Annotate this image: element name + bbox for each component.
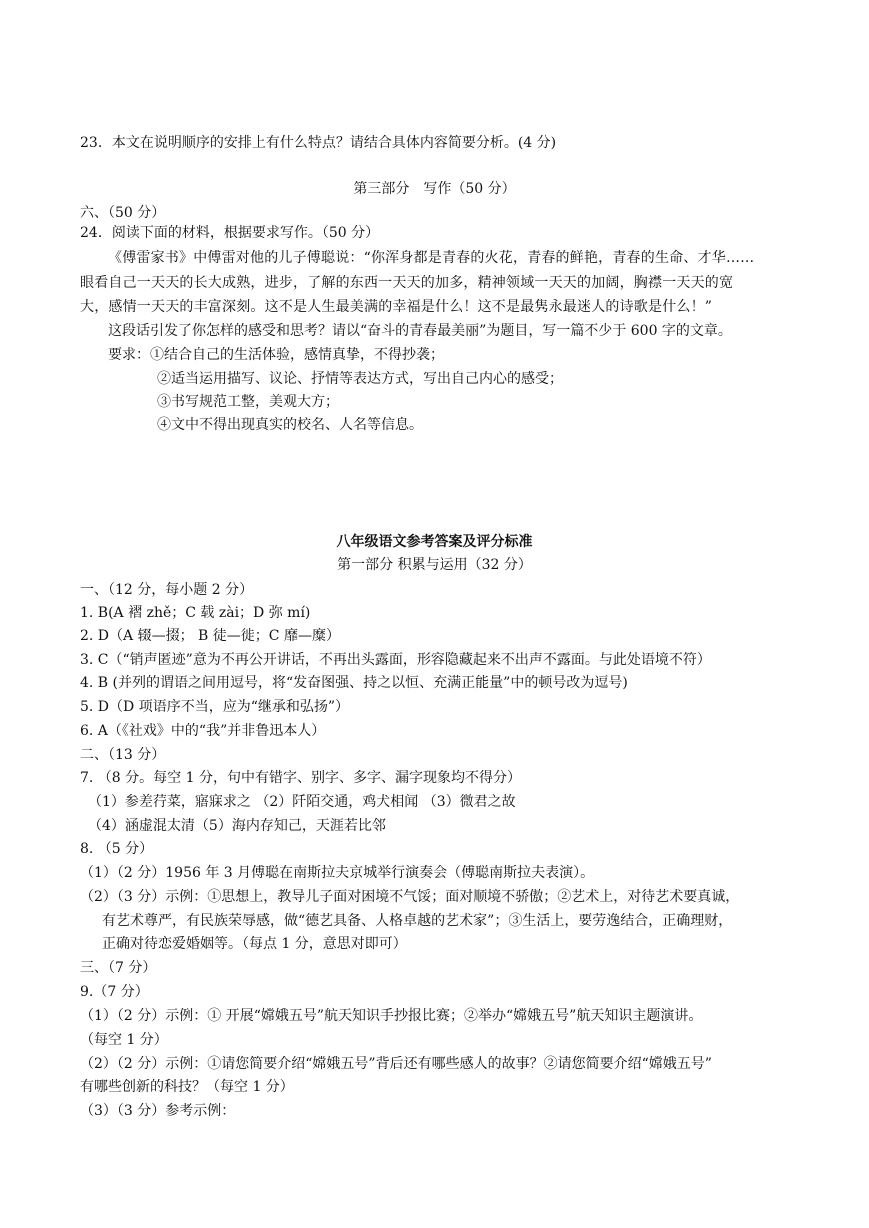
requirement-2: ②适当运用描写、议论、抒情等表达方式，写出自己内心的感受；: [157, 371, 563, 387]
section-6-heading: 六、（50 分）: [80, 205, 166, 221]
answer-8: 8. （5 分）: [80, 841, 154, 857]
answer-7-line-2: （4）涵虚混太清（5）海内存知己，天涯若比邻: [88, 818, 386, 834]
answer-section-3: 三、（7 分）: [80, 960, 157, 976]
answer-key-title: 八年级语文参考答案及评分标准: [336, 534, 533, 550]
answer-9: 9.（7 分）: [80, 984, 149, 1000]
answer-2: 2. D（A 辍—掇； B 徒—徙；C 靡—糜）: [80, 628, 340, 644]
answer-8-part-2-line-1: （2）（3 分）示例：①思想上，教导儿子面对困境不气馁；面对顺境不骄傲；②艺术上，对待艺术要真诚，: [80, 889, 740, 905]
material-line-3: 大，感情一天天的丰富深刻。这不是人生最美满的幸福是什么！这不是最隽永最迷人的诗歌是什么！”: [80, 299, 713, 315]
material-line-2: 眼看自己一天天的长大成熟，进步，了解的东西一天天的加多，精神领域一天天的加阔，胸襟一天天的宽: [80, 275, 734, 291]
answer-9-part-1-line-1: （1）（2 分）示例：① 开展“嫦娥五号”航天知识手抄报比赛；②举办“嫦娥五号”航天知识主题演讲。: [80, 1008, 703, 1024]
answer-8-part-2-line-2: 有艺术尊严，有民族荣辱感，做“德艺具备、人格卓越的艺术家”；③生活上，要劳逸结合，正确理财，: [102, 913, 733, 929]
answer-4: 4. B (并列的谓语之间用逗号，将“发奋图强、持之以恒、充满正能量”中的顿号改为逗号): [80, 675, 628, 691]
answer-9-part-1-line-2: （每空 1 分）: [80, 1032, 168, 1048]
writing-prompt: 这段话引发了你怎样的感受和思考？请以“奋斗的青春最美丽”为题目，写一篇不少于 600 字的文章。: [108, 323, 732, 339]
answer-8-part-1: （1）（2 分）1956 年 3 月傅聪在南斯拉夫京城举行演奏会（傅聪南斯拉夫表演）。: [80, 865, 595, 881]
part3-title: 第三部分 写作（50 分）: [353, 181, 516, 197]
requirement-3: ③书写规范工整，美观大方；: [157, 394, 339, 410]
question-23: 23．本文在说明顺序的安排上有什么特点？请结合具体内容简要分析。(4 分): [80, 135, 557, 151]
answer-9-part-2-line-1: （2）（2 分）示例：①请您简要介绍“嫦娥五号”背后还有哪些感人的故事？②请您简要介绍“嫦娥五号”: [80, 1056, 712, 1072]
question-24: 24．阅读下面的材料，根据要求写作。（50 分）: [80, 225, 380, 241]
answer-3: 3. C（“销声匿迹”意为不再公开讲话，不再出头露面，形容隐藏起来不出声不露面。与此处语境不符）: [80, 652, 711, 668]
answer-section-2: 二、（13 分）: [80, 747, 166, 763]
answer-6: 6. A（《社戏》中的“我”并非鲁迅本人）: [80, 723, 326, 739]
answer-section-1: 一、（12 分，每小题 2 分）: [80, 582, 254, 598]
answer-7: 7. （8 分。每空 1 分，句中有错字、别字、多字、漏字现象均不得分）: [80, 770, 521, 786]
answer-9-part-3: （3）（3 分）参考示例：: [80, 1103, 236, 1119]
part1-title: 第一部分 积累与运用（32 分）: [337, 557, 532, 573]
answer-8-part-2-line-3: 正确对待恋爱婚姻等。（每点 1 分，意思对即可）: [102, 936, 407, 952]
answer-7-line-1: （1）参差荇菜，寤寐求之 （2）阡陌交通，鸡犬相闻 （3）微君之故: [88, 794, 516, 810]
answer-5: 5. D（D 项语序不当，应为“继承和弘扬”）: [80, 699, 350, 715]
requirement-4: ④文中不得出现真实的校名、人名等信息。: [157, 417, 423, 433]
answer-1: 1. B(A 褶 zhě；C 载 zài；D 弥 mí): [80, 605, 311, 621]
answer-9-part-2-line-2: 有哪些创新的科技？（每空 1 分）: [80, 1079, 294, 1095]
requirement-1: 要求：①结合自己的生活体验，感情真挚，不得抄袭；: [108, 347, 444, 363]
material-line-1: 《傅雷家书》中傅雷对他的儿子傅聪说：“你浑身都是青春的火花，青春的鲜艳，青春的生命、才华……: [108, 250, 755, 266]
